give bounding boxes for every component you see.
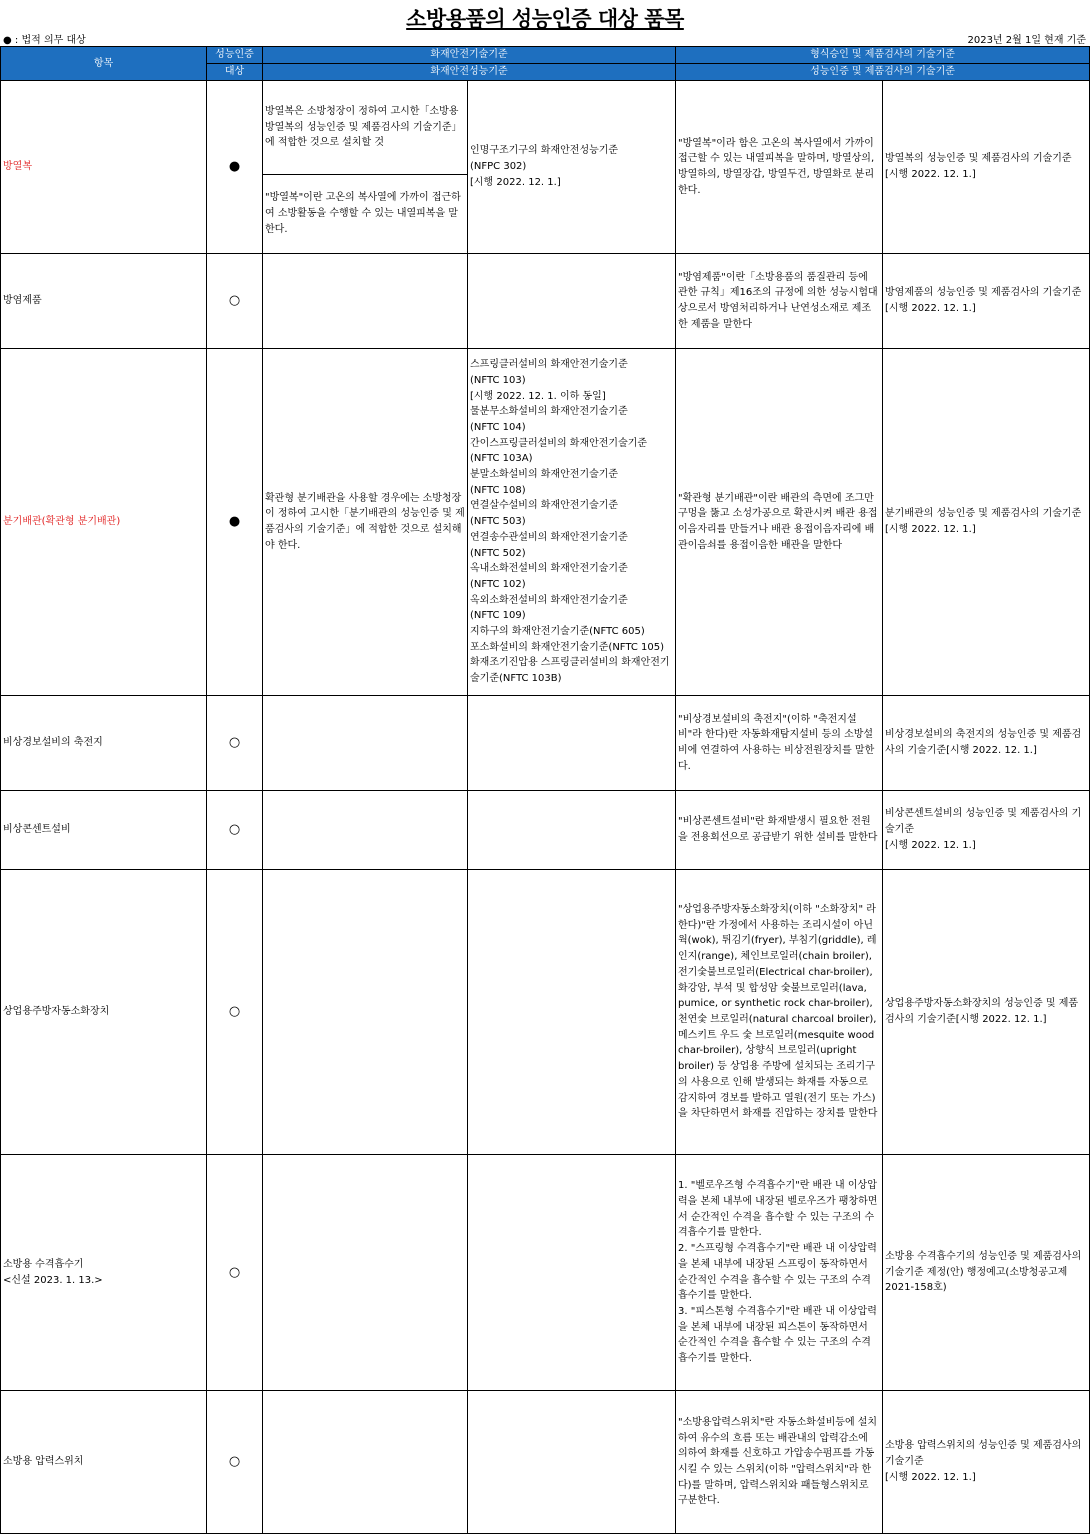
- requirement-text: 방열복은 소방청장이 정하여 고시한「소방용 방열복의 성능인증 및 제품검사의 기술기준」에 적합한 것으로 설치할 것: [263, 81, 468, 175]
- standard-text: 스프링클러설비의 화재안전기술기준 (NFTC 103) [시행 2022. 12. 1. 이하 동일] 물분무소화설비의 화재안전기술기준 (NFTC 104) 간이스프링클러설비의 화재안전기술기준(NFTC 103A) 분말소화설비의 화재안전기술기준 (NFTC 108) 연결살수설비의 화재안전기술기준 (NFTC 503) 연결송수관설비의 화재안전기술기준 (NFTC 502) 옥내소화전설비의 화재안전기술기준 (NFTC 102) 옥외소화전설비의 화재안전기술기준 (NFTC 109) 지하구의 화재안전기술기준(NFTC 605) 포소화설비의 화재안전기술기준(NFTC 105) 화재조기진압용 스프링클러설비의 화재안전기술기준(NFTC 103B): [468, 349, 676, 696]
- standard-text: [468, 791, 676, 870]
- standard-text: 인명구조기구의 화재안전성능기준 (NFPC 302) [시행 2022. 12. 1.]: [468, 81, 676, 254]
- item-name: 소방용 수격흡수기 <신설 2023. 1. 13.>: [1, 1155, 207, 1391]
- standard-text: [468, 254, 676, 349]
- item-name: 비상경보설비의 축전지: [1, 696, 207, 791]
- legend-text: ● : 법적 의무 대상: [3, 35, 86, 46]
- page-title: 소방용품의 성능인증 대상 품목: [406, 7, 684, 31]
- table-row: [1, 696, 1090, 791]
- col-header-cert-top: 성능인증: [207, 47, 263, 64]
- table-row: [1, 349, 1090, 696]
- cert-mark: ○: [207, 696, 263, 791]
- item-name: 분기배관(확관형 분기배관): [1, 349, 207, 696]
- item-name: 방염제품: [1, 254, 207, 349]
- table-row: [1, 1391, 1090, 1534]
- cert-standard-text: 방염제품의 성능인증 및 제품검사의 기술기준 [시행 2022. 12. 1.]: [883, 254, 1090, 349]
- definition-text: "확관형 분기배관"이란 배관의 측면에 조그만 구멍을 뚫고 소성가공으로 확관시켜 배관 용접이음자리를 만들거나 배관 용접이음자리에 배관이음쇠를 용접이음한 배관을 말한다: [676, 349, 883, 696]
- col-header-cert-bottom: 대상: [207, 64, 263, 81]
- table-row: [1, 870, 1090, 1155]
- cert-mark: ●: [207, 81, 263, 254]
- col-header-approval-top: 형식승인 및 제품검사의 기술기준: [676, 47, 1090, 64]
- definition-text: 1. "벨로우즈형 수격흡수기"란 배관 내 이상압력을 본체 내부에 내장된 벨로우즈가 팽창하면서 순간적인 수격을 흡수할 수 있는 구조의 수격흡수기를 말한다. 2. "스프링형 수격흡수기"란 배관 내 이상압력을 본체 내부에 내장된 스프링이 동작하면서 순간적인 수격을 흡수할 수 있는 구조의 수격흡수기를 말한다. 3. "피스톤형 수격흡수기"란 배관 내 이상압력을 본체 내부에 내장된 피스톤이 동작하면서 순간적인 수격을 흡수할 수 있는 구조의 수격흡수기를 말한다.: [676, 1155, 883, 1391]
- standard-text: [468, 1155, 676, 1391]
- requirement-text: [263, 791, 468, 870]
- col-header-fire-safety-top: 화재안전기술기준: [263, 47, 676, 64]
- cert-standard-text: 소방용 압력스위치의 성능인증 및 제품검사의 기술기준 [시행 2022. 12. 1.]: [883, 1391, 1090, 1534]
- requirement-text: [263, 870, 468, 1155]
- cert-standard-text: 방열복의 성능인증 및 제품검사의 기술기준 [시행 2022. 12. 1.]: [883, 81, 1090, 254]
- basis-date: 2023년 2월 1일 현재 기준: [967, 35, 1086, 46]
- table-row: [1, 254, 1090, 349]
- cert-mark: ○: [207, 254, 263, 349]
- item-name: 비상콘센트설비: [1, 791, 207, 870]
- items-table: [0, 46, 1090, 1534]
- cert-mark: ○: [207, 870, 263, 1155]
- standard-text: [468, 870, 676, 1155]
- requirement-text: [263, 1155, 468, 1391]
- col-header-item: 항목: [1, 47, 207, 81]
- definition-text: "소방용압력스위치"란 자동소화설비등에 설치하여 유수의 흐름 또는 배관내의 압력감소에 의하여 화재를 신호하고 가압송수펌프를 가동시킬 수 있는 스위치(이하 "압력스위치"라 한다)를 말하며, 압력스위치와 패들형스위치로 구분한다.: [676, 1391, 883, 1534]
- standard-text: [468, 1391, 676, 1534]
- col-header-approval-bottom: 성능인증 및 제품검사의 기술기준: [676, 64, 1090, 81]
- table-row: [1, 1155, 1090, 1391]
- requirement-text: "방열복"이란 고온의 복사열에 가까이 접근하여 소방활동을 수행할 수 있는 내열피복을 말한다.: [263, 175, 468, 254]
- table-row: [1, 81, 1090, 175]
- standard-text: [468, 696, 676, 791]
- cert-standard-text: 소방용 수격흡수기의 성능인증 및 제품검사의 기술기준 제정(안) 행정예고(소방청공고제2021-158호): [883, 1155, 1090, 1391]
- cert-mark: ●: [207, 349, 263, 696]
- requirement-text: 확관형 분기배관을 사용할 경우에는 소방청장이 정하여 고시한「분기배관의 성능인증 및 제품검사의 기술기준」에 적합한 것으로 설치해야 한다.: [263, 349, 468, 696]
- item-name: 소방용 압력스위치: [1, 1391, 207, 1534]
- cert-mark: ○: [207, 791, 263, 870]
- header-row-top: [1, 47, 1090, 64]
- item-name: 상업용주방자동소화장치: [1, 870, 207, 1155]
- requirement-text: [263, 1391, 468, 1534]
- requirement-text: [263, 696, 468, 791]
- cert-mark: ○: [207, 1155, 263, 1391]
- col-header-fire-safety-bottom: 화재안전성능기준: [263, 64, 676, 81]
- definition-text: "방염제품"이란「소방용품의 품질관리 등에 관한 규칙」제16조의 규정에 의한 성능시험대상으로서 방염처리하거나 난연성소재로 제조한 제품을 말한다: [676, 254, 883, 349]
- cert-mark: ○: [207, 1391, 263, 1534]
- definition-text: "상업용주방자동소화장치(이하 "소화장치" 라 한다)"란 가정에서 사용하는 조리시설이 아닌 웍(wok), 튀김기(fryer), 부침기(griddle), 레인지(range), 체인브로일러(chain broiler), 전기숯불브로일러(Electrical char-broiler), 화강암, 부석 및 합성암 숯불브로일러(lava, pumice, or synthetic rock char-broiler), 천연숯 브로일러(natural charcoal broiler), 메스키트 우드 숯 브로일러(mesquite wood char-broiler), 상향식 브로일러(upright broiler) 등 상업용 주방에 설치되는 조리기구의 사용으로 인해 발생되는 화재를 자동으로 감지하여 경보를 발하고 열원(전기 또는 가스)을 차단하면서 화재를 진압하는 장치를 말한다: [676, 870, 883, 1155]
- requirement-text: [263, 254, 468, 349]
- cert-standard-text: 분기배관의 성능인증 및 제품검사의 기술기준 [시행 2022. 12. 1.]: [883, 349, 1090, 696]
- definition-text: "비상콘센트설비"란 화재발생시 필요한 전원을 전용회선으로 공급받기 위한 설비를 말한다: [676, 791, 883, 870]
- table-row: [1, 791, 1090, 870]
- cert-standard-text: 상업용주방자동소화장치의 성능인증 및 제품검사의 기술기준[시행 2022. 12. 1.]: [883, 870, 1090, 1155]
- cert-standard-text: 비상경보설비의 축전지의 성능인증 및 제품검사의 기술기준[시행 2022. 12. 1.]: [883, 696, 1090, 791]
- definition-text: "비상경보설비의 축전지"(이하 "축전지설비"라 한다)란 자동화재탐지설비 등의 소방설비에 연결하여 사용하는 비상전원장치를 말한다.: [676, 696, 883, 791]
- definition-text: "방열복"이라 함은 고온의 복사열에서 가까이 접근할 수 있는 내열피복을 말하며, 방열상의, 방열하의, 방열장갑, 방열두건, 방열화로 분리한다.: [676, 81, 883, 254]
- cert-standard-text: 비상콘센트설비의 성능인증 및 제품검사의 기술기준 [시행 2022. 12. 1.]: [883, 791, 1090, 870]
- item-name: 방열복: [1, 81, 207, 254]
